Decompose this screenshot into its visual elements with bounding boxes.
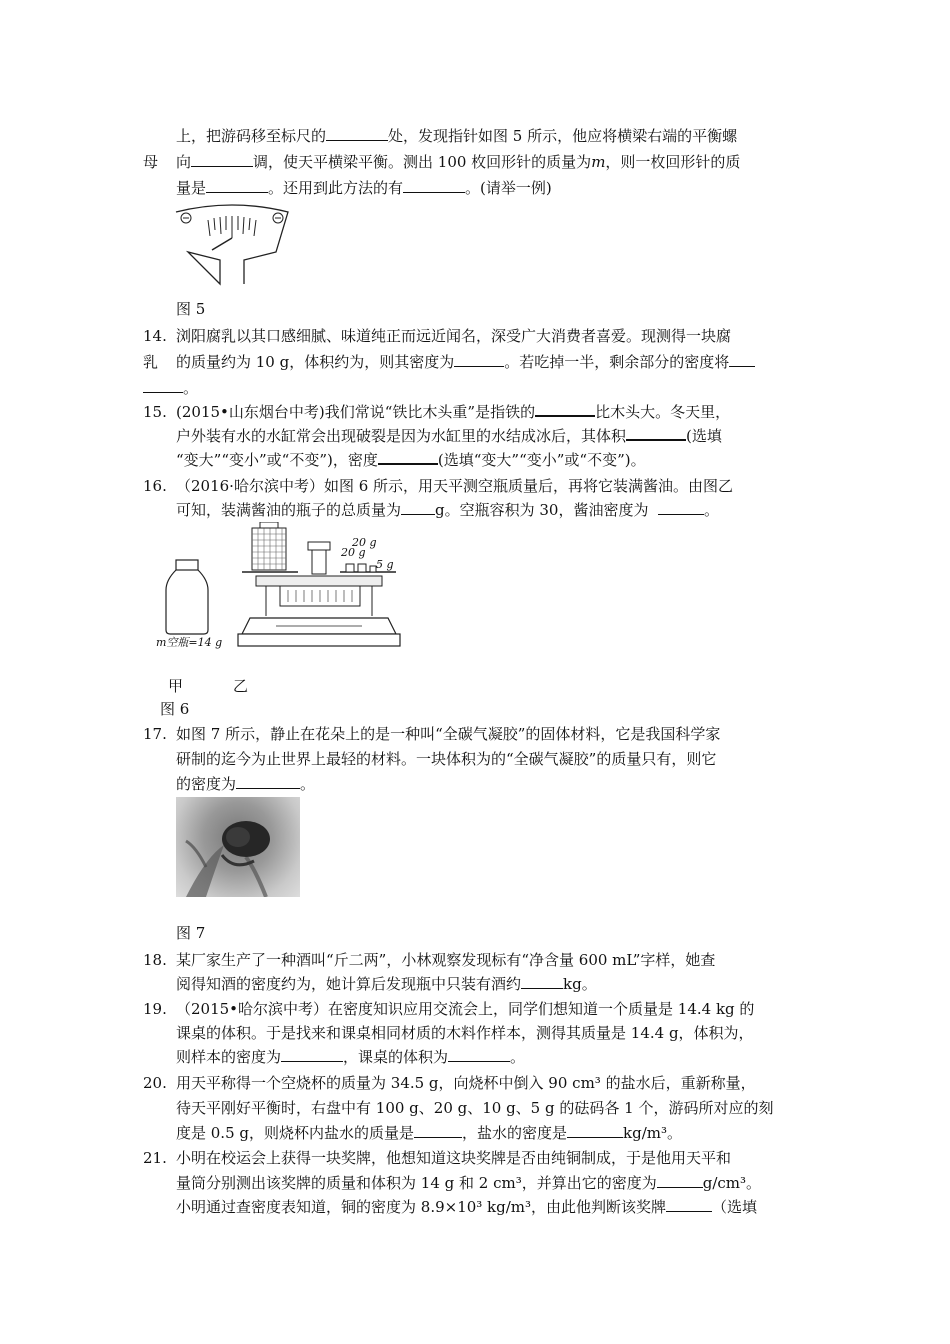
answer-blank[interactable] (401, 500, 435, 515)
q13-margin-char: 母 (143, 153, 159, 171)
answer-blank[interactable] (281, 1047, 343, 1062)
text: 。 (704, 501, 720, 519)
text: 阅得知酒的密度约为，她计算后发现瓶中只装有酒约 (176, 975, 522, 993)
text: 。 (300, 775, 316, 793)
text: ，盐水的密度是 (462, 1124, 568, 1142)
q15-number: 15. (143, 403, 167, 421)
q14-number: 14. (143, 327, 167, 345)
text: kg。 (563, 975, 597, 993)
answer-blank[interactable] (567, 1123, 623, 1138)
q17-line2: 研制的迄今为止世界上最轻的材料。一块体积为的“全碳气凝胶”的质量只有，则它 (176, 750, 717, 768)
q13-line2 (176, 150, 740, 174)
text: (选填 (686, 427, 722, 445)
text: 则样本的密度为 (176, 1048, 282, 1066)
answer-blank[interactable] (206, 178, 268, 193)
text: kg/m³。 (623, 1124, 682, 1142)
q21-number: 21. (143, 1149, 167, 1167)
text: 处，发现指针如图 5 所示，他应将横梁右端的平衡螺 (388, 127, 738, 145)
q16-number: 16. (143, 477, 167, 495)
q15-line3 (176, 448, 646, 472)
q17-line1: 如图 7 所示，静止在花朵上的是一种叫“全碳气凝胶”的固体材料，它是我国科学家 (176, 725, 721, 743)
text: 。 (510, 1048, 526, 1066)
weight-label-1: 20 g (341, 546, 366, 559)
q15-line2 (176, 424, 722, 448)
q19-line1: （2015•哈尔滨中考）在密度知识应用交流会上，同学们想知道一个质量是 14.4 kg 的 (176, 1000, 755, 1018)
q14-margin-char: 乳 (143, 353, 159, 371)
q17-line3 (176, 772, 315, 796)
q13-line3 (176, 176, 552, 200)
text: 向 (176, 153, 192, 171)
q19-line3 (176, 1045, 525, 1069)
answer-blank[interactable] (658, 500, 704, 515)
answer-blank[interactable] (236, 774, 300, 789)
q14-line2 (176, 350, 755, 374)
text: （选填 (712, 1198, 758, 1216)
answer-blank[interactable] (191, 152, 253, 167)
text: 量筒分别测出该奖牌的质量和体积为 14 g 和 2 cm³，并算出它的密度为 (176, 1174, 657, 1192)
q14-line3: 。 (143, 376, 198, 400)
figure-6b-balance (236, 522, 406, 656)
figure-7-caption: 图 7 (176, 924, 206, 942)
text: g。空瓶容积为 30，酱油密度为 (435, 501, 649, 519)
text: 上，把游码移至标尺的 (176, 127, 327, 145)
q17-number: 17. (143, 725, 167, 743)
answer-blank[interactable] (448, 1047, 510, 1062)
answer-blank[interactable] (626, 425, 686, 441)
answer-blank[interactable] (657, 1173, 703, 1188)
q19-line2: 课桌的体积。于是找来和课桌相同材质的木料作样本，测得其质量是 14.4 g，体积为， (176, 1024, 754, 1042)
answer-blank[interactable] (521, 974, 563, 989)
q14-line1: 浏阳腐乳以其口感细腻、味道纯正而远近闻名，深受广大消费者喜爱。现测得一块腐 (176, 327, 732, 345)
answer-blank[interactable] (403, 178, 465, 193)
answer-blank[interactable] (535, 401, 595, 417)
text: 比木头大。冬天里， (595, 403, 731, 421)
figure-5-caption: 图 5 (176, 300, 206, 318)
answer-blank[interactable] (143, 378, 183, 393)
figure-5-pointer-scale (172, 204, 292, 286)
text: ，则一枚回形针的质 (605, 153, 741, 171)
text: 的密度为 (176, 775, 237, 793)
text: 小明通过查密度表知道，铜的密度为 8.9×10³ kg/m³，由此他判断该奖牌 (176, 1198, 667, 1216)
text: 。还用到此方法的有 (268, 179, 404, 197)
q18-number: 18. (143, 951, 167, 969)
weight-label-2: 20 g (352, 536, 377, 549)
text: “变大”“变小”或“不变”)，密度 (176, 451, 378, 469)
answer-blank[interactable] (454, 352, 504, 367)
q16-line2 (176, 498, 719, 522)
q16-line1: （2016·哈尔滨中考）如图 6 所示，用天平测空瓶质量后，再将它装满酱油。由图乙 (176, 477, 734, 495)
figure-6-caption: 图 6 (160, 700, 190, 718)
answer-blank[interactable] (666, 1197, 712, 1212)
q20-number: 20. (143, 1074, 167, 1092)
q21-line2 (176, 1171, 761, 1195)
answer-blank[interactable] (414, 1123, 462, 1138)
q18-line2 (176, 972, 597, 996)
bottle-mass-label: m空瓶=14 g (156, 636, 223, 649)
text: ，课桌的体积为 (343, 1048, 449, 1066)
q18-line1: 某厂家生产了一种酒叫“斤二两”，小林观察发现标有“净含量 600 mL”字样，她查 (176, 951, 716, 969)
answer-blank[interactable] (729, 352, 755, 367)
answer-blank[interactable] (378, 449, 438, 465)
q20-line2: 待天平刚好平衡时，右盘中有 100 g、20 g、10 g、5 g 的砝码各 1 个，游码所对应的刻 (176, 1099, 774, 1117)
text: 可知，装满酱油的瓶子的总质量为 (176, 501, 402, 519)
text: 量是 (176, 179, 207, 197)
q21-line1: 小明在校运会上获得一块奖牌，他想知道这块奖牌是否由纯铜制成，于是他用天平和 (176, 1149, 732, 1167)
figure-6b-label: 乙 (233, 677, 249, 695)
q19-number: 19. (143, 1000, 167, 1018)
weight-label-3: 5 g (376, 558, 394, 571)
text: g/cm³。 (702, 1174, 762, 1192)
text: (选填“变大”“变小”或“不变”)。 (437, 451, 646, 469)
text: (2015•山东烟台中考)我们常说“铁比木头重”是指铁的 (176, 403, 536, 421)
q20-line1: 用天平称得一个空烧杯的质量为 34.5 g，向烧杯中倒入 90 cm³ 的盐水后，重新称量， (176, 1074, 756, 1092)
figure-7-aerogel-photo (176, 797, 300, 897)
q21-line3 (176, 1195, 757, 1219)
figure-6a-label: 甲 (168, 677, 184, 695)
q20-line3 (176, 1121, 682, 1145)
text: 。若吃掉一半，剩余部分的密度将 (504, 353, 730, 371)
q13-line1 (176, 124, 737, 148)
q15-line1 (176, 400, 730, 424)
answer-blank[interactable] (326, 126, 388, 141)
text: 度是 0.5 g，则烧杯内盐水的质量是 (176, 1124, 414, 1142)
text: 。(请举一例) (465, 179, 552, 197)
text: 调，使天平横梁平衡。测出 100 枚回形针的质量为 (253, 153, 592, 171)
variable-m: m (591, 153, 606, 171)
text: 户外装有水的水缸常会出现破裂是因为水缸里的水结成冰后，其体积 (176, 427, 627, 445)
text: 的质量约为 10 g，体积约为，则其密度为 (176, 353, 455, 371)
